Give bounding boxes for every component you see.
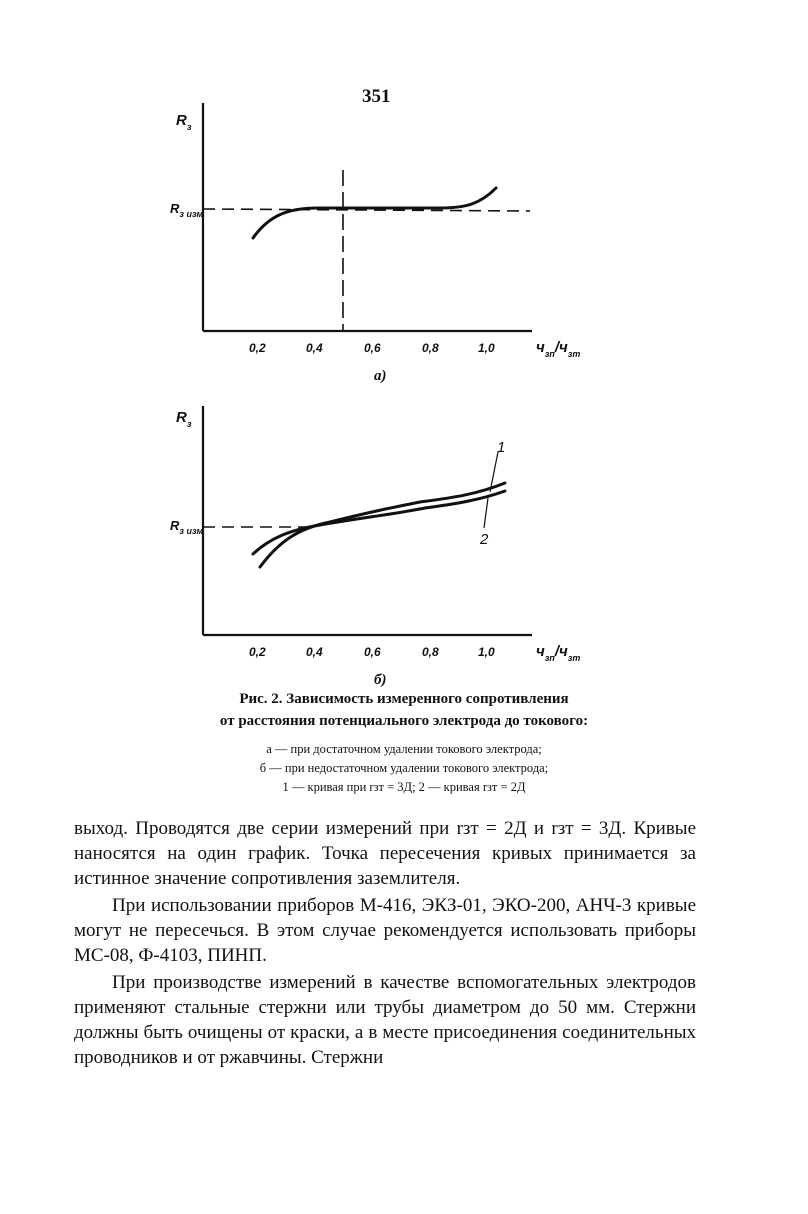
panel-a-tick-label: 0,2 bbox=[249, 341, 266, 355]
caption-legend-line: а — при достаточном удалении токового электрода; bbox=[266, 742, 542, 756]
panel-b-tick-label: 0,6 bbox=[364, 645, 381, 659]
panel-a-label: а) bbox=[374, 368, 387, 384]
body-text bbox=[74, 816, 696, 1072]
panel-b-label: б) bbox=[374, 672, 387, 688]
panel-a-y-label: $R_з$ bbox=[176, 112, 192, 132]
caption-title-line: от расстояния потенциального электрода до токового: bbox=[219, 713, 589, 729]
panel-a-tick-label: 0,4 bbox=[306, 341, 323, 355]
panel-b-tick-label: 1,0 bbox=[478, 645, 495, 659]
paragraph: При производстве измерений в качестве вспомогательных электродов применяют стальные стержни или трубы диаметром до 50 мм. Стержни должны быть очищены от краски, а в месте присоединения соединительных проводников и от ржавчины. Стержни bbox=[74, 972, 696, 1068]
panel-b-x-label: $ч_{зп}/ч_{зт}$ bbox=[536, 643, 581, 663]
page-number: 351 bbox=[362, 86, 391, 107]
caption-title-line: Рис. 2. Зависимость измеренного сопротивления bbox=[239, 691, 569, 707]
paragraph: При использовании приборов М-416, ЭКЗ-01, ЭКО-200, АНЧ-3 кривые могут не пересечься. В этом случае рекомендуется использовать приборы МС-08, Ф-4103, ПИНП. bbox=[74, 895, 696, 966]
caption-legend-line: 1 — кривая при rзт = 3Д; 2 — кривая rзт = 2Д bbox=[282, 780, 526, 794]
panel-b bbox=[170, 406, 580, 688]
panel-b-leader-2 bbox=[484, 498, 488, 528]
panel-b-tick-label: 0,8 bbox=[422, 645, 439, 659]
panel-b-tick-label: 0,2 bbox=[249, 645, 266, 659]
figure-caption-title bbox=[0, 688, 808, 732]
panel-a-tick-label: 0,8 bbox=[422, 341, 439, 355]
panel-b-y-label: $R_з$ bbox=[176, 409, 192, 429]
panel-b-ref-label: $R_{з изм}$ bbox=[170, 518, 204, 536]
panel-a bbox=[170, 103, 580, 384]
caption-legend-line: б — при недостаточном удалении токового электрода; bbox=[259, 761, 549, 775]
panel-b-curve-label-2: 2 bbox=[480, 531, 489, 548]
panel-b-curve-2 bbox=[253, 491, 505, 554]
paragraph: выход. Проводятся две серии измерений при rзт = 2Д и rзт = 3Д. Кривые наносятся на один график. Точка пересечения кривых принимается за истинное значение сопротивления заземлителя. bbox=[74, 818, 696, 889]
panel-b-tick-label: 0,4 bbox=[306, 645, 323, 659]
panel-a-ref-label: $R_{з изм}$ bbox=[170, 201, 204, 219]
panel-a-x-label: $ч_{зп}/ч_{зт}$ bbox=[536, 339, 581, 359]
panel-a-curve bbox=[253, 188, 496, 238]
panel-a-tick-label: 1,0 bbox=[478, 341, 495, 355]
panel-b-curve-label-1: 1 bbox=[497, 439, 506, 456]
panel-b-curve-1 bbox=[260, 483, 505, 567]
panel-a-tick-label: 0,6 bbox=[364, 341, 381, 355]
figure-caption-legend bbox=[0, 740, 808, 797]
